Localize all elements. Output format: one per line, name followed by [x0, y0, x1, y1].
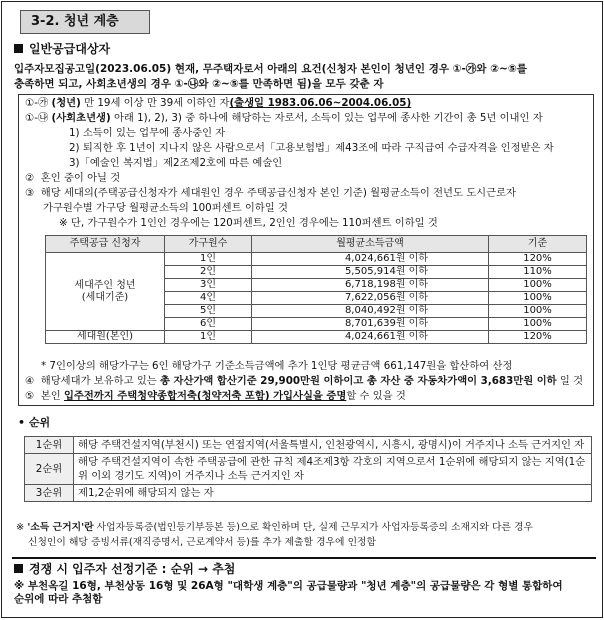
- table-row: 2순위 해당 주택건설지역이 속한 주택공급에 관한 규칙 제4조제3항 각호의 지역으로서 1순위에 해당되지 않는 지역(1순위 이외 경기도 지역)이 거주지나 소득 근거지인 자: [25, 454, 592, 485]
- criterion-sub-2: 2) 퇴직한 후 1년이 지나지 않은 사람으로서「고용보험법」제43조에 따라 구직급여 수급자격을 인정받은 자: [69, 142, 554, 154]
- table-row: 3순위 제1,2순위에 해당되지 않는 자: [25, 485, 592, 502]
- table-row: 4인 7,622,056원 이하 100%: [46, 292, 587, 305]
- table-row: 2인 5,505,914원 이하 110%: [46, 266, 587, 279]
- ranking-heading: • 순위: [18, 416, 51, 429]
- income-base-note: ※ '소득 근거지'란 사업자등록증(법인등기부등본 등)으로 확인하며 단, 실제 근무지가 사업자등록증의 소재지와 다른 경우 신청인이 해당 증빙서류(재직증명서, 근로계약서 등)를 추가 제출할 경우에 인정함: [16, 522, 533, 548]
- criterion-income-note: ※ 단, 가구원수가 1인인 경우에는 120퍼센트, 2인인 경우에는 110퍼센트 이하일 것: [59, 217, 438, 229]
- criterion-unmarried: ② 혼인 중이 아닐 것: [25, 172, 121, 184]
- intro-paragraph: 입주자모집공고일(2023.06.05) 현재, 무주택자로서 아래의 요건(신청자 본인이 청년인 경우 ①-㉮와 ②~⑤를 충족하면 되고, 사회초년생의 경우 ①-㉯와 ②~⑤를 만족하면 됨)을 모두 갖춘 자: [14, 63, 527, 90]
- income-table: [45, 235, 587, 344]
- selection-note: ※ 부천옥길 16형, 부천상동 16형 및 26A형 "대학생 계층"의 공급물량과 "청년 계층"의 공급물량은 각 형별 통합하여 순위에 따라 추첨함: [14, 580, 563, 605]
- selection-heading: 경쟁 시 입주자 선정기준 : 순위 → 추첨: [14, 562, 235, 578]
- table-row: 세대주인 청년 (세대기준) 1인 4,024,661원 이하 120%: [46, 253, 587, 266]
- section-title: 3-2. 청년 계층: [20, 10, 150, 34]
- criterion-new-worker: ①-㉯ (사회초년생) 아래 1), 2), 3) 중 하나에 해당하는 자로서, 소득이 있는 업무에 종사한 기간이 총 5년 이내인 자: [25, 112, 543, 124]
- divider: [12, 557, 596, 559]
- criterion-income-line2: 가구원수별 가구당 월평균소득의 100퍼센트 이하일 것: [43, 202, 288, 214]
- criterion-sub-3: 3)「예술인 복지법」제2조제2호에 따른 예술인: [69, 157, 283, 169]
- group-label: 세대주인 청년 (세대기준): [46, 253, 165, 331]
- table-row: 세대원(본인) 1인 4,024,661원 이하 120%: [46, 331, 587, 344]
- criterion-savings: ⑤ 본인 입주전까지 주택청약종합저축(청약저축 포함) 가입사실을 증명할 수 있을 것: [25, 390, 406, 402]
- ranking-table: [24, 436, 592, 502]
- general-supply-heading: 일반공급대상자: [14, 42, 110, 58]
- income-table-header: 주택공급 신청자 가구원수 월평균소득금액 기준: [46, 236, 587, 253]
- criterion-assets: ④ 해당세대가 보유하고 있는 총 자산가액 합산기준 29,900만원 이하이고 총 자산 중 자동차가액이 3,683만원 이하 일 것: [25, 375, 584, 387]
- document-page: [1, 1, 603, 618]
- square-bullet-icon: [14, 44, 23, 53]
- criterion-income: ③ 해당 세대의(주택공급신청자가 세대원인 경우 주택공급신청자 본인 기준) 월평균소득이 전년도 도시근로자: [25, 187, 516, 199]
- table-row: 1순위 해당 주택건설지역(부천시) 또는 연접지역(서울특별시, 인천광역시, 시흥시, 광명시)이 거주지나 소득 근거지인 자: [25, 437, 592, 454]
- criterion-sub-1: 1) 소득이 있는 업무에 종사중인 자: [69, 127, 226, 139]
- criterion-youth: ①-㉮ (청년) 만 19세 이상 만 39세 이하인 자(출생일 1983.06.06~2004.06.05): [25, 97, 412, 109]
- income-footnote: * 7인이상의 해당가구는 6인 해당가구 기준소득금액에 추가 1인당 평균금액 661,147원을 합산하여 산정: [41, 360, 513, 372]
- table-row: 3인 6,718,198원 이하 100%: [46, 279, 587, 292]
- table-row: 5인 8,040,492원 이하 100%: [46, 305, 587, 318]
- criteria-box: [18, 94, 594, 406]
- table-row: 6인 8,701,639원 이하 100%: [46, 318, 587, 331]
- square-bullet-icon: [14, 564, 23, 573]
